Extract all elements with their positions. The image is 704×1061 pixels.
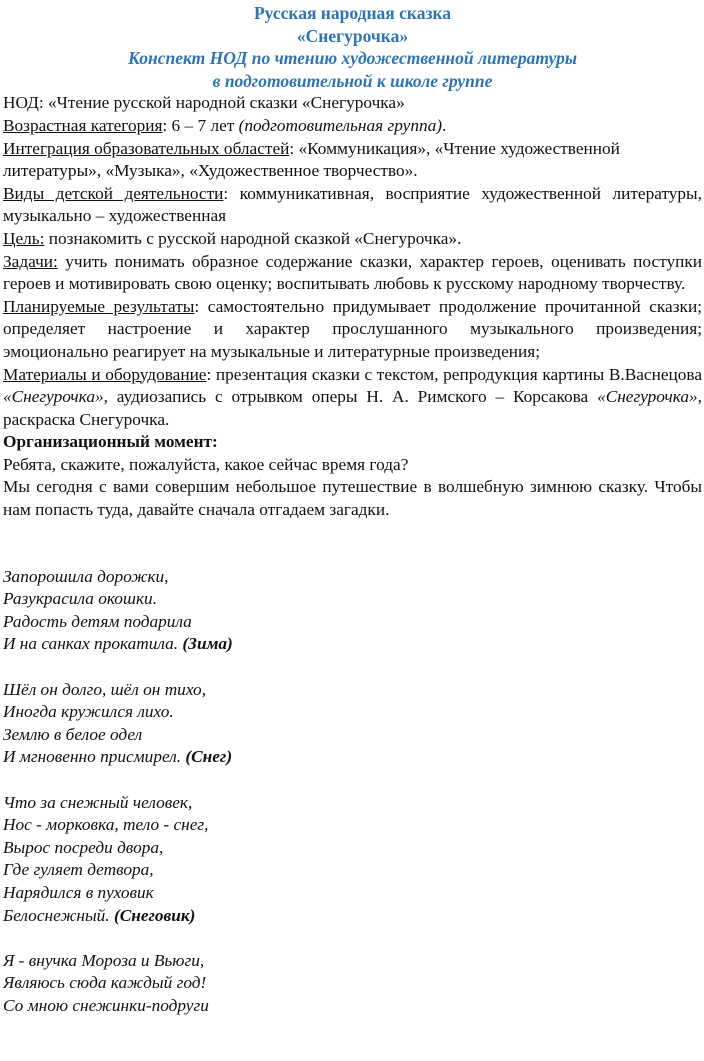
goal-label: Цель: <box>3 228 45 248</box>
age-paragraph <box>3 115 702 138</box>
riddle-1 <box>3 566 702 656</box>
tasks-paragraph <box>3 251 702 296</box>
riddle-line <box>3 746 702 769</box>
riddle-line: Я - внучка Мороза и Вьюги, <box>3 950 205 970</box>
riddle-line: Нарядился в пуховик <box>3 882 154 902</box>
riddle-line: Нос - морковка, тело - снег, <box>3 815 209 835</box>
materials-title-2: «Снегурочка» <box>597 387 698 407</box>
riddle-line: Вырос посреди двора, <box>3 837 164 857</box>
materials-label: Материалы и оборудование <box>3 364 207 384</box>
results-paragraph <box>3 296 702 364</box>
doc-title-line1: Русская народная сказка <box>253 3 452 23</box>
riddle-line: Где гуляет детвора, <box>3 860 154 880</box>
riddle-2 <box>3 679 702 769</box>
riddle-line <box>3 905 702 928</box>
spacer <box>3 522 702 566</box>
riddle-line: Со мною снежинки-подруги <box>3 995 209 1015</box>
riddle-answer: (Зима) <box>182 634 233 654</box>
age-note: (подготовительная группа) <box>238 115 442 135</box>
riddle-line <box>3 633 702 656</box>
riddle-line: Иногда кружился лихо. <box>3 702 174 722</box>
goal-paragraph <box>3 228 702 251</box>
riddles-list <box>3 566 702 1018</box>
activities-paragraph <box>3 183 702 228</box>
riddle-4 <box>3 950 702 1018</box>
doc-subtitle-line2: в подготовительной к школе группе <box>212 70 493 91</box>
goal-value: познакомить с русской народной сказкой «Снегурочка». <box>44 228 462 248</box>
tasks-value: учить понимать образное содержание сказки, характер героев, оценивать поступки героев и мотивировать свою оценку; воспитывать любовь к русскому народному творчеству. <box>3 251 702 294</box>
nod-line: НОД: «Чтение русской народной сказки «Снегурочка» <box>3 93 405 113</box>
riddle-line-text: Белоснежный. <box>3 905 114 925</box>
materials-title-1: «Снегурочка» <box>3 387 104 407</box>
age-end: . <box>442 115 447 135</box>
doc-subtitle-line1: Конспект НОД по чтению художественной литературы <box>128 48 577 69</box>
riddle-line: Радость детям подарила <box>3 611 192 631</box>
materials-paragraph <box>3 364 702 432</box>
integration-value: : «Коммуникация», «Чтение художественной литературы», «Музыка», «Художественное творчество». <box>3 138 620 181</box>
activities-value: : коммуникативная, восприятие художественной литературы, музыкально – художественная <box>3 183 702 226</box>
riddle-line: Шёл он долго, шёл он тихо, <box>3 679 207 699</box>
materials-value-1: : презентация сказки с текстом, репродукция картины В.Васнецова <box>206 364 702 384</box>
doc-title-line2: «Снегурочка» <box>296 25 409 46</box>
org-heading: Организационный момент: <box>3 432 218 452</box>
riddle-3 <box>3 792 702 928</box>
integration-paragraph <box>3 138 702 183</box>
riddle-line: Землю в белое одел <box>3 724 143 744</box>
materials-value-2: , аудиозапись с отрывком оперы Н. А. Римского – Корсакова <box>103 387 598 407</box>
riddle-line: Что за снежный человек, <box>3 792 193 812</box>
results-value: : самостоятельно придумывает продолжение прочитанной сказки; определяет настроение и характер прослушанного музыкального произведения; эмоционально реагирует на музыкальные и литературные произведения; <box>3 296 702 361</box>
age-label: Возрастная категория <box>3 115 163 135</box>
age-value: : 6 – 7 лет <box>162 115 239 135</box>
integration-label: Интеграция образовательных областей <box>3 138 290 158</box>
riddle-answer: (Снег) <box>185 747 233 767</box>
riddle-line: Разукрасила окошки. <box>3 589 158 609</box>
tasks-label: Задачи: <box>3 251 58 271</box>
riddle-answer: (Снеговик) <box>113 905 196 925</box>
activities-label: Виды детской деятельности <box>3 183 224 203</box>
org-line-2: Мы сегодня с вами совершим небольшое путешествие в волшебную зимнюю сказку. Чтобы нам попасть туда, давайте сначала отгадаем загадки. <box>3 477 702 520</box>
org-line-1: Ребята, скажите, пожалуйста, какое сейчас время года? <box>3 454 409 474</box>
materials-value-3: , раскраска Снегурочка. <box>3 387 702 429</box>
riddle-line-text: И на санках прокатила. <box>3 634 183 654</box>
results-label: Планируемые результаты <box>3 296 195 316</box>
riddle-line: Являюсь сюда каждый год! <box>3 973 207 993</box>
riddle-line: Запорошила дорожки, <box>3 566 169 586</box>
riddle-line-text: И мгновенно присмирел. <box>3 747 186 767</box>
